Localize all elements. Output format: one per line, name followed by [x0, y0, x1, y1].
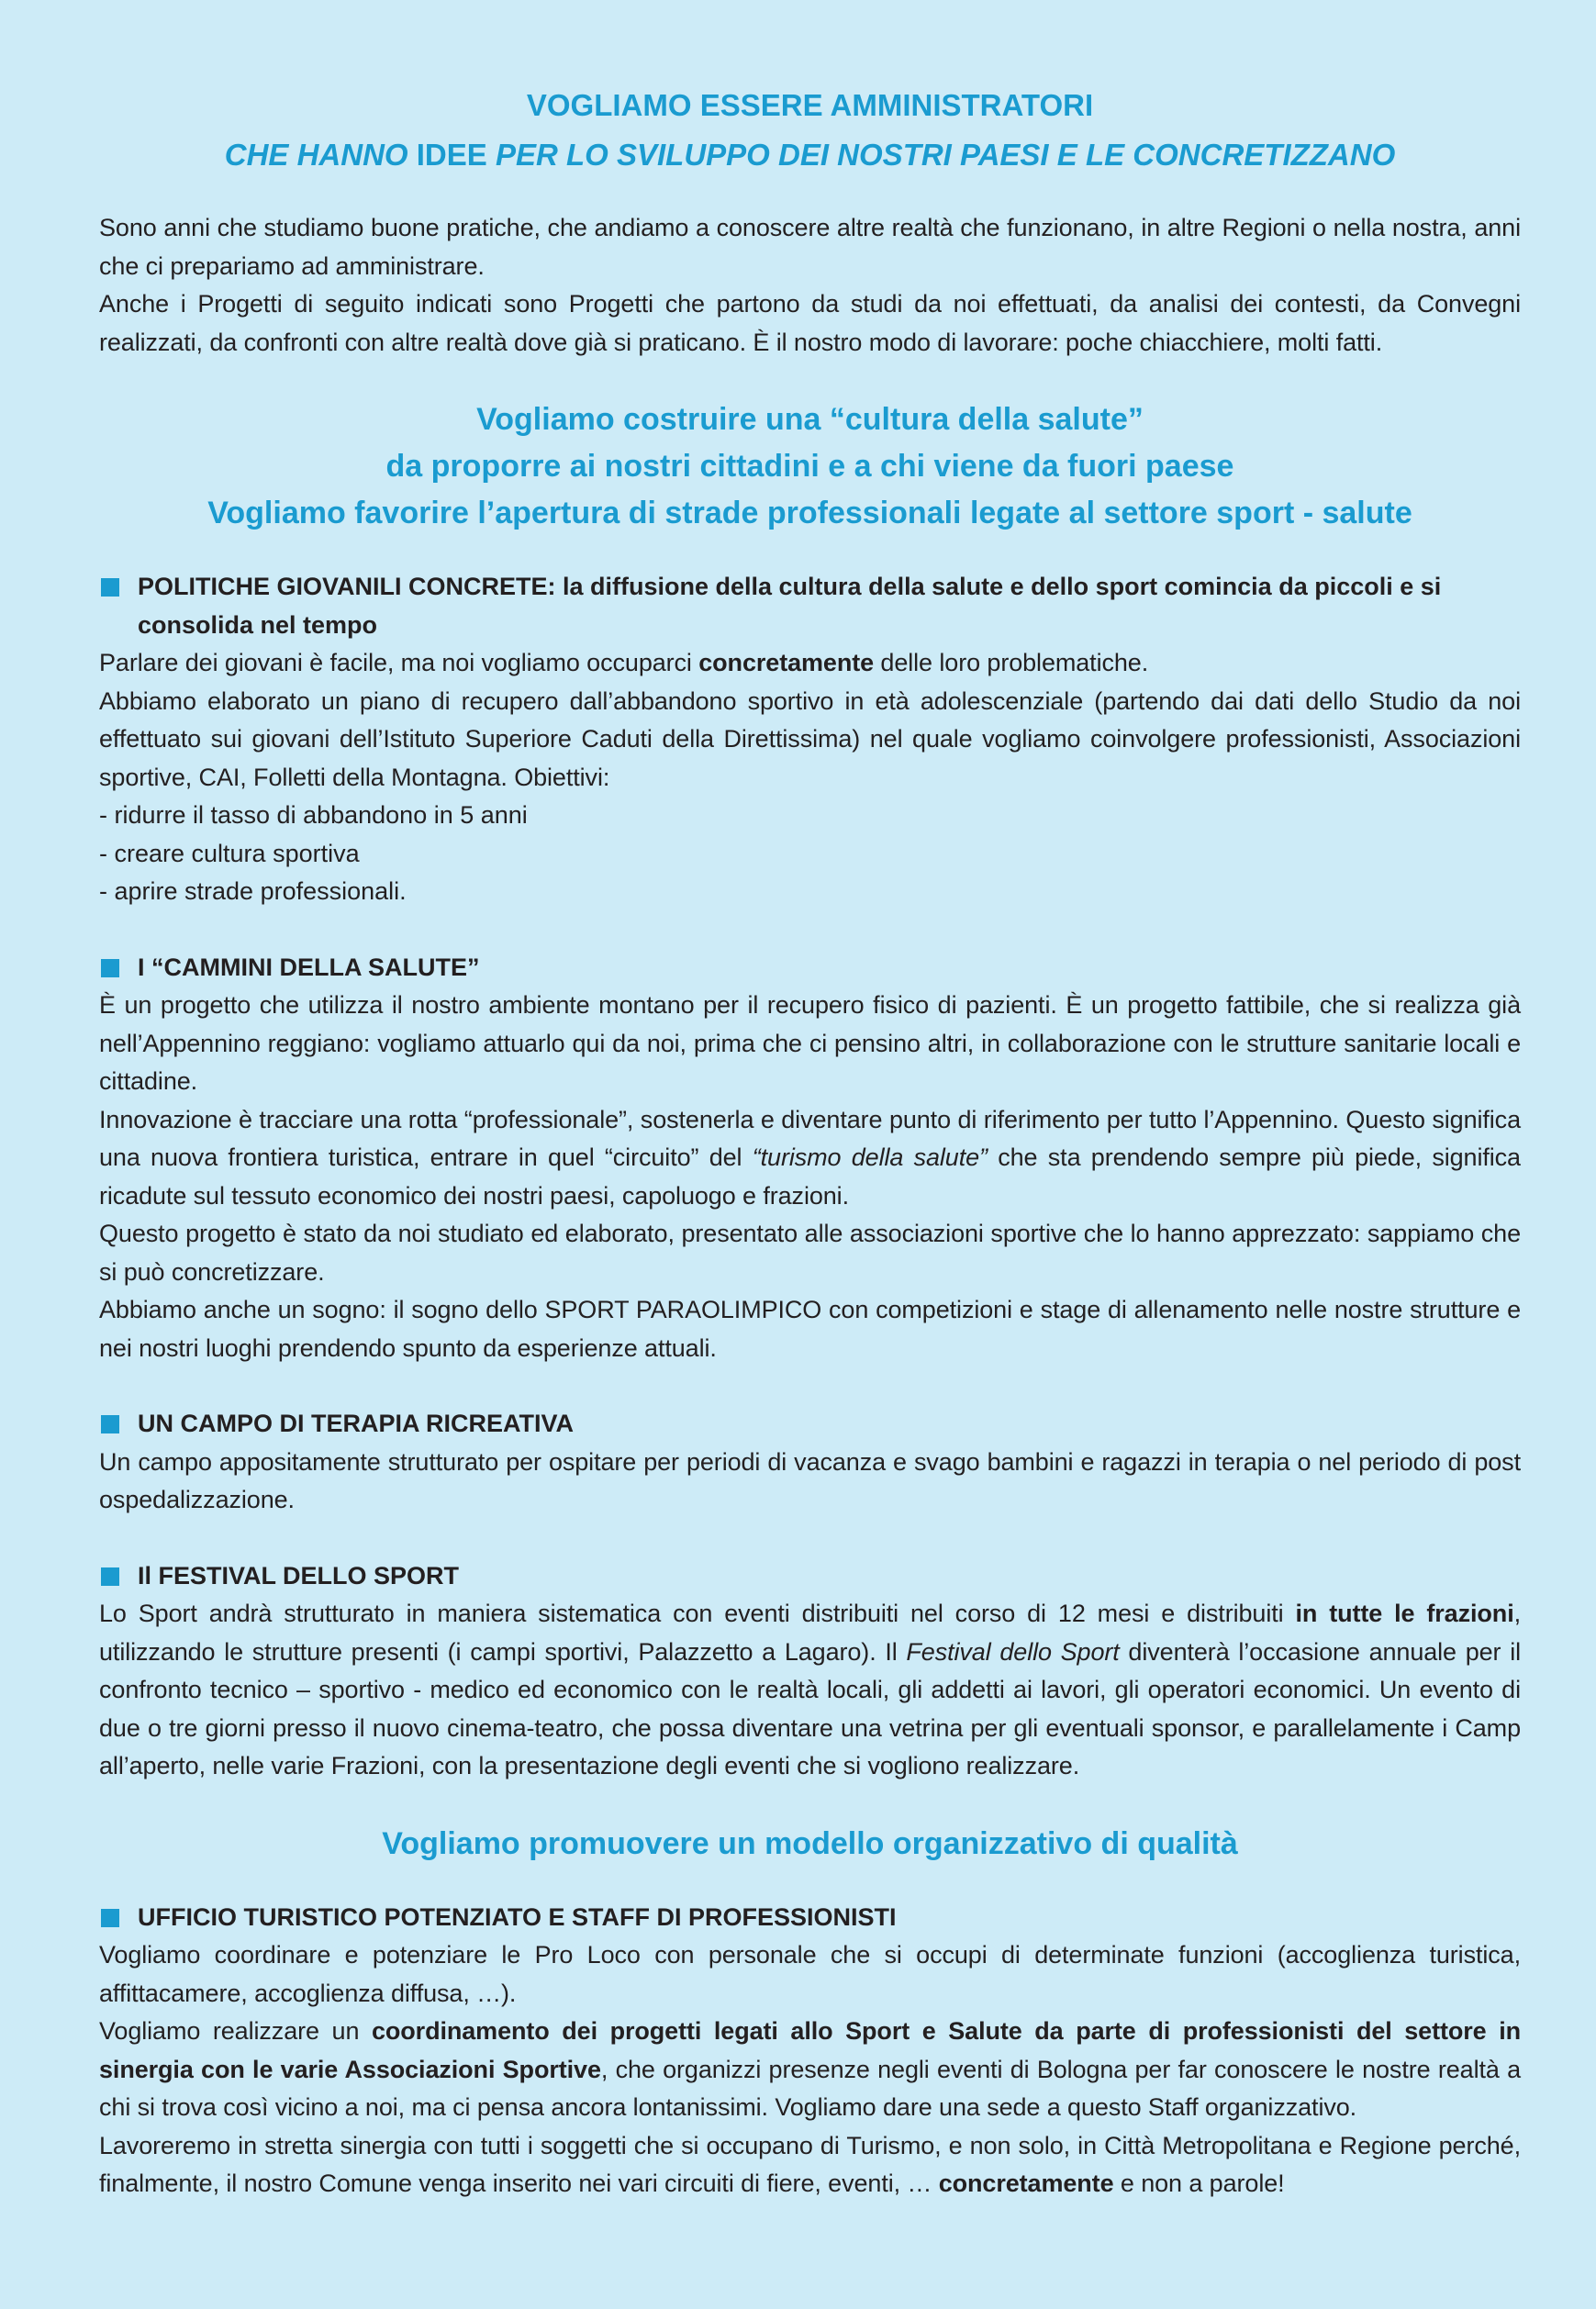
paragraph: Abbiamo elaborato un piano di recupero dall’abbandono sportivo in età adolescenziale (partendo dai dati dello Studio da noi effettuato sui giovani dell’Istituto Superiore Caduti della Direttissima) nel quale vogliamo coinvolgere professionisti, Associazioni sportive, CAI, Folletti della Montagna. Obiettivi: — [99, 686, 1521, 791]
main-title — [99, 81, 1521, 180]
square-bullet-icon — [101, 1567, 119, 1586]
paragraph: Lavoreremo in stretta sinergia con tutti i soggetti che si occupano di Turismo, e non solo, in Città Metropolitana e Regione perché, finalmente, il nostro Comune venga inserito nei vari circuiti di fiere, eventi, … concretamente e non a parole! — [99, 2131, 1521, 2197]
intro-paragraph-2: Anche i Progetti di seguito indicati sono Progetti che partono da studi da noi effettuati, da analisi dei contesti, da Convegni realizzati, da confronti con altre realtà dove già si praticano. È il nostro modo di lavorare: poche chiacchiere, molti fatti. — [99, 290, 1521, 356]
section-title: UN CAMPO DI TERAPIA RICREATIVA — [138, 1410, 575, 1437]
intro-paragraph-1: Sono anni che studiamo buone pratiche, che andiamo a conoscere altre realtà che funzionano, in altre Regioni o nella nostra, anni che ci prepariamo ad amministrare. — [99, 214, 1521, 280]
main-title-line1: VOGLIAMO ESSERE AMMINISTRATORI — [526, 88, 1094, 122]
paragraph: Vogliamo realizzare un coordinamento dei progetti legati allo Sport e Salute da parte di professionisti del settore in sinergia con le varie Associazioni Sportive, che organizzi presenze negli eventi di Bologna per far conoscere le nostre realtà a chi si trova così vicino a noi, ma ci pensa ancora lontanissimi. Vogliamo dare una sede a questo Staff organizzativo. — [99, 2017, 1521, 2121]
paragraph: Questo progetto è stato da noi studiato ed elaborato, presentato alle associazioni sportive che lo hanno apprezzato: sappiamo che si può concretizzare. — [99, 1220, 1521, 1286]
paragraph: Vogliamo coordinare e potenziare le Pro Loco con personale che si occupi di determinate funzioni (accoglienza turistica, affittacamere, accoglienza diffusa, …). — [99, 1941, 1521, 2007]
section-title: Il FESTIVAL DELLO SPORT — [138, 1561, 460, 1590]
section-tourist-office — [99, 1899, 1521, 2203]
square-bullet-icon — [101, 578, 119, 597]
paragraph: Un campo appositamente strutturato per ospitare per periodi di vacanza e svago bambini e ragazzi in terapia o nel periodo di post ospedalizzazione. — [99, 1447, 1521, 1513]
list-item: - ridurre il tasso di abbandono in 5 anni — [99, 801, 528, 829]
headline-health-culture: Vogliamo costruire una “cultura della salute” da proporre ai nostri cittadini e a chi viene da fuori paese Vogliamo favorire l’apertura di strade professionali legate al settore sport - salute — [207, 402, 1412, 530]
paragraph: Innovazione è tracciare una rotta “professionale”, sostenerla e diventare punto di riferimento per tutto l’Appennino. Questo significa una nuova frontiera turistica, entrare in quel “circuito” del “turismo della salute” che sta prendendo sempre più piede, significa ricadute sul tessuto economico dei nostri paesi, capoluogo e frazioni. — [99, 1105, 1521, 1210]
section-title: UFFICIO TURISTICO POTENZIATO E STAFF DI PROFESSIONISTI — [138, 1902, 897, 1931]
list-item: - aprire strade professionali. — [99, 877, 407, 905]
section-health-walks — [99, 949, 1521, 1368]
paragraph: Abbiamo anche un sogno: il sogno dello SPORT PARAOLIMPICO con competizioni e stage di allenamento nelle nostre strutture e nei nostri luoghi prendendo spunto da esperienze attuali. — [99, 1296, 1521, 1362]
section-title: I “CAMMINI DELLA SALUTE” — [138, 953, 480, 981]
paragraph: È un progetto che utilizza il nostro ambiente montano per il recupero fisico di pazienti. È un progetto fattibile, che si realizza già nell’Appennino reggiano: vogliamo attuarlo qui da noi, prima che ci pensino altri, in collaborazione con le strutture sanitarie locali e cittadine. — [99, 991, 1521, 1095]
section-recreational-therapy — [99, 1405, 1521, 1520]
section-title: POLITICHE GIOVANILI CONCRETE: la diffusione della cultura della salute e dello sport comincia da piccoli e si consolida nel tempo — [138, 573, 1442, 639]
section-sport-festival — [99, 1557, 1521, 1786]
square-bullet-icon — [101, 1909, 119, 1927]
headline-quality-model: Vogliamo promuovere un modello organizzativo di qualità — [382, 1825, 1238, 1861]
paragraph: Lo Sport andrà strutturato in maniera sistematica con eventi distribuiti nel corso di 12 mesi e distribuiti in tutte le frazioni, utilizzando le strutture presenti (i campi sportivi, Palazzetto a Lagaro). Il Festival dello Sport diventerà l’occasione annuale per il confronto tecnico – sportivo - medico ed economico con le realtà locali, gli addetti ai lavori, gli operatori economici. Un evento di due o tre giorni presso il nuovo cinema-teatro, che possa diventare una vetrina per gli eventuali sponsor, e parallelamente i Camp all’aperto, nelle varie Frazioni, con la presentazione degli eventi che si vogliono realizzare. — [99, 1600, 1521, 1779]
main-title-line2: CHE HANNO IDEE PER LO SVILUPPO DEI NOSTRI PAESI E LE CONCRETIZZANO — [224, 138, 1396, 172]
square-bullet-icon — [101, 1415, 119, 1433]
section-youth-policies — [99, 568, 1521, 911]
square-bullet-icon — [101, 959, 119, 977]
list-item: - creare cultura sportiva — [99, 839, 360, 867]
paragraph: Parlare dei giovani è facile, ma noi vogliamo occuparci concretamente delle loro problematiche. — [99, 649, 1149, 676]
